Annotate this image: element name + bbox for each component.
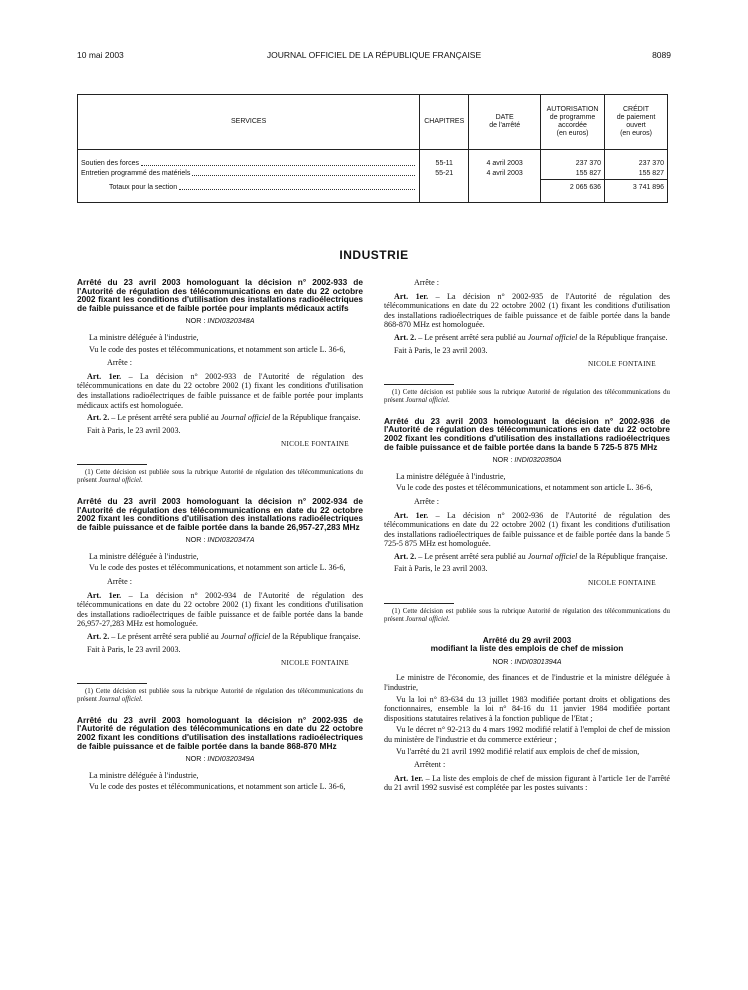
arrete-heading: Arrête : (414, 496, 439, 506)
footnote-text: . (140, 695, 143, 703)
article-29-avril (384, 636, 670, 793)
nor-reference (77, 754, 363, 764)
footnote-text: . (447, 396, 450, 404)
col-header-autorisation-l3: accordée (558, 122, 587, 129)
footnote (77, 469, 363, 485)
article-label: Art. 1er. (394, 291, 429, 301)
footnote (384, 389, 670, 405)
journal-name: Journal officiel (527, 332, 578, 342)
article-title: Arrêté du 23 avril 2003 homologuant la décision n° 2002-933 de l'Autorité de régulation des télécommunications en date du 22 octobre 2002 fixant les conditions d'utilisation des installations radioélectriques de faible puissance et de faible portée pour implants médicaux actifs (77, 277, 363, 313)
footnote-divider (384, 384, 454, 385)
arrete-heading: Arrête : (414, 278, 439, 287)
table-total-row (78, 180, 668, 203)
paragraph: La ministre déléguée à l'industrie, (396, 471, 506, 481)
cell-total-label (78, 180, 420, 203)
nor-code: INDI0320348A (207, 316, 255, 326)
signature: NICOLE FONTAINE (280, 659, 349, 668)
article-text: – La liste des emplois de chef de mission figurant à l'article 1er de l'arrêté du 21 avril 1992 susvisé est complétée par les postes suivants : (384, 773, 670, 793)
article-label: Art. 1er. (87, 590, 122, 600)
paragraph: Vu le code des postes et télécommunications, et notamment son article L. 36-6, (396, 483, 653, 493)
col-header-credit-l4: (en euros) (620, 130, 652, 137)
paragraph: Vu le code des postes et télécommunications, et notamment son article L. 36-6, (89, 782, 346, 792)
col-header-autorisation-l2: de programme (549, 114, 596, 121)
cell-service (78, 150, 420, 170)
article-text: de la République française. (577, 551, 668, 561)
article-label: Art. 1er. (394, 773, 424, 783)
journal-name: Journal officiel (405, 615, 448, 623)
col-header-chapitres: CHAPITRES (420, 95, 469, 150)
col-header-date-l1: DATE (495, 114, 514, 121)
article-2 (77, 632, 363, 642)
section-title: INDUSTRIE (339, 248, 409, 262)
article-1 (384, 774, 670, 793)
signature: NICOLE FONTAINE (587, 579, 656, 588)
cell-chapitre: 55-21 (420, 169, 469, 180)
paragraph: Vu le code des postes et télécommunications, et notamment son article L. 36-6, (89, 563, 346, 573)
article-text: – Le présent arrêté sera publié au (416, 551, 528, 561)
article-text: de la République française. (270, 632, 361, 642)
col-header-services: SERVICES (78, 95, 420, 150)
cell-autorisation: 155 827 (541, 169, 605, 180)
journal-name: Journal officiel (405, 396, 448, 404)
paragraph: Vu l'arrêté du 21 avril 1992 modifié relatif aux emplois de chef de mission, (396, 746, 640, 756)
cell-date: 4 avril 2003 (469, 169, 541, 180)
fait-line: Fait à Paris, le 23 avril 2003. (394, 345, 488, 355)
footnote-divider (384, 603, 454, 604)
cell-total-autorisation: 2 065 636 (541, 180, 605, 203)
paragraph: Vu la loi n° 83-634 du 13 juillet 1983 modifiée portant droits et obligations des fonctionnaires, ensemble la loi n° 84-16 du 11 janvier 1984 modifiée portant dispositions statutaires relatives à la fonction publique de l'Etat ; (384, 694, 670, 723)
article-936 (384, 417, 670, 624)
arretent-heading: Arrêtent : (414, 760, 446, 770)
footnote-text: (1) Cette décision est publiée sous la rubrique Autorité de régulation des télécommunications du présent (384, 388, 670, 404)
column-left (77, 278, 363, 794)
nor-label: NOR : (185, 535, 208, 545)
total-label: Totaux pour la section (109, 183, 178, 191)
article-label: Art. 2. (87, 632, 110, 642)
column-right (384, 278, 670, 796)
cell-empty (420, 180, 469, 203)
article-1 (384, 511, 670, 549)
article-1 (77, 591, 363, 629)
service-label: Entretien programmé des matériels (81, 170, 191, 177)
fait-line: Fait à Paris, le 23 avril 2003. (394, 564, 488, 574)
article-label: Art. 2. (87, 413, 110, 423)
footnote-text: (1) Cette décision est publiée sous la rubrique Autorité de régulation des télécommunications du présent (77, 687, 363, 703)
footnote-text: . (140, 476, 143, 484)
article-text: – Le présent arrêté sera publié au (109, 413, 221, 423)
journal-name: Journal officiel (220, 413, 271, 423)
article-title: Arrêté du 23 avril 2003 homologuant la décision n° 2002-936 de l'Autorité de régulation des télécommunications en date du 22 octobre 2002 fixant les conditions d'utilisation des installations radioélectriques de faible puissance et de faible portée dans la bande 5 725-5 875 MHz (384, 415, 670, 452)
col-header-credit-l1: CRÉDIT (622, 106, 650, 113)
col-header-date-l2: de l'arrêté (489, 122, 521, 129)
article-text: – Le présent arrêté sera publié au (416, 332, 528, 342)
paragraph: Vu le décret n° 92-213 du 4 mars 1992 modifié relatif à l'emploi de chef de mission du ministère de l'industrie et du commerce extérieur ; (384, 725, 670, 744)
article-933 (77, 278, 363, 485)
fait-line: Fait à Paris, le 23 avril 2003. (87, 644, 181, 654)
article-934 (77, 497, 363, 704)
nor-code: INDI0301394A (514, 656, 562, 666)
footnote-divider (77, 464, 147, 465)
journal-name: Journal officiel (98, 695, 141, 703)
col-header-credit-l2: de paiement (616, 114, 656, 121)
nor-reference (77, 535, 363, 545)
header-page-number: 8089 (652, 50, 671, 60)
cell-credit: 155 827 (605, 169, 668, 180)
col-header-credit (605, 95, 668, 150)
nor-label: NOR : (492, 656, 515, 666)
col-header-autorisation-l4: (en euros) (556, 130, 589, 137)
header-date: 10 mai 2003 (77, 50, 124, 60)
article-text: de la République française. (270, 413, 361, 423)
footnote-divider (77, 683, 147, 684)
budget-table (77, 94, 668, 203)
table-header-row (78, 95, 668, 150)
cell-total-credit: 3 741 896 (605, 180, 668, 203)
article-text: de la République française. (577, 332, 668, 342)
signature: NICOLE FONTAINE (587, 360, 656, 369)
nor-label: NOR : (492, 455, 515, 465)
article-1 (77, 372, 363, 410)
nor-reference (384, 455, 670, 465)
col-header-autorisation (541, 95, 605, 150)
col-header-autorisation-l1: AUTORISATION (546, 106, 599, 113)
paragraph: Vu le code des postes et télécommunications, et notamment son article L. 36-6, (89, 344, 346, 354)
article-2 (77, 413, 363, 423)
arrete-heading: Arrête : (107, 358, 132, 368)
journal-name: Journal officiel (220, 632, 271, 642)
paragraph: La ministre déléguée à l'industrie, (89, 332, 199, 342)
cell-chapitre: 55-11 (420, 150, 469, 170)
nor-code: INDI0320349A (207, 754, 255, 764)
footnote (384, 608, 670, 624)
service-label: Soutien des forces (81, 160, 139, 167)
article-text: – La décision n° 2002-933 de l'Autorité de régulation des télécommunications en date du 22 octobre 2002 (1) fixant les conditions d'utilisation des installations radioélectriques de faible puissance et de faible portée pour implants médicaux actifs est homologuée. (77, 371, 363, 410)
article-text: – Le présent arrêté sera publié au (109, 632, 221, 642)
article-label: Art. 2. (394, 332, 417, 342)
signature: NICOLE FONTAINE (280, 440, 349, 449)
paragraph: La ministre déléguée à l'industrie, (89, 551, 199, 561)
footnote-text: . (447, 615, 450, 623)
cell-credit: 237 370 (605, 150, 668, 170)
article-title: Arrêté du 23 avril 2003 homologuant la décision n° 2002-934 de l'Autorité de régulation des télécommunications en date du 22 octobre 2002 fixant les conditions d'utilisation des installations radioélectriques de faible puissance et de faible portée dans la bande 26,957-27,283 MHz (77, 495, 363, 532)
footnote-text: (1) Cette décision est publiée sous la rubrique Autorité de régulation des télécommunications du présent (77, 468, 363, 484)
article-2 (384, 333, 670, 343)
cell-date: 4 avril 2003 (469, 150, 541, 170)
table-row (78, 169, 668, 180)
paragraph: La ministre déléguée à l'industrie, (89, 770, 199, 780)
article-text: – La décision n° 2002-935 de l'Autorité de régulation des télécommunications en date du 22 octobre 2002 (1) fixant les conditions d'utilisation des installations radioélectriques de faible puissance et de faible portée dans la bande 868-870 MHz est homologuée. (384, 291, 670, 330)
nor-code: INDI0320350A (514, 455, 562, 465)
header-journal-title: JOURNAL OFFICIEL DE LA RÉPUBLIQUE FRANÇAISE (266, 50, 482, 60)
article-label: Art. 2. (394, 551, 417, 561)
article-label: Art. 1er. (394, 510, 429, 520)
nor-code: INDI0320347A (207, 535, 255, 545)
article-subtitle: modifiant la liste des emplois de chef de mission (430, 643, 624, 654)
cell-service (78, 169, 420, 180)
article-text: – La décision n° 2002-936 de l'Autorité de régulation des télécommunications en date du 22 octobre 2002 (1) fixant les conditions d'utilisation des installations radioélectriques de faible puissance et de faible portée dans la bande 5 725-5 875 MHz est homologuée. (384, 510, 670, 549)
journal-name: Journal officiel (527, 551, 578, 561)
col-header-date (469, 95, 541, 150)
article-935-continued (384, 278, 670, 405)
article-label: Art. 1er. (87, 371, 122, 381)
arrete-heading: Arrête : (107, 577, 132, 587)
fait-line: Fait à Paris, le 23 avril 2003. (87, 425, 181, 435)
nor-reference (77, 316, 363, 326)
cell-autorisation: 237 370 (541, 150, 605, 170)
nor-label: NOR : (185, 754, 208, 764)
nor-reference (384, 657, 670, 667)
article-935-start (77, 716, 363, 792)
article-1 (384, 292, 670, 330)
nor-label: NOR : (185, 316, 208, 326)
footnote (77, 688, 363, 704)
col-header-credit-l3: ouvert (626, 122, 646, 129)
article-title: Arrêté du 29 avril 2003 (482, 634, 572, 645)
page-header (77, 50, 671, 64)
article-title: Arrêté du 23 avril 2003 homologuant la décision n° 2002-935 de l'Autorité de régulation des télécommunications en date du 22 octobre 2002 fixant les conditions d'utilisation des installations radioélectriques de faible puissance et de faible portée dans la bande 868-870 MHz (77, 714, 363, 751)
article-2 (384, 552, 670, 562)
journal-name: Journal officiel (98, 476, 141, 484)
article-text: – La décision n° 2002-934 de l'Autorité de régulation des télécommunications en date du 22 octobre 2002 (1) fixant les conditions d'utilisation des installations radioélectriques de faible puissance et de faible portée dans la bande 26,957-27,283 MHz est homologuée. (77, 590, 363, 629)
table-row (78, 150, 668, 170)
cell-empty (469, 180, 541, 203)
paragraph: Le ministre de l'économie, des finances et de l'industrie et la ministre déléguée à l'industrie, (384, 673, 670, 693)
footnote-text: (1) Cette décision est publiée sous la rubrique Autorité de régulation des télécommunications du présent (384, 607, 670, 623)
